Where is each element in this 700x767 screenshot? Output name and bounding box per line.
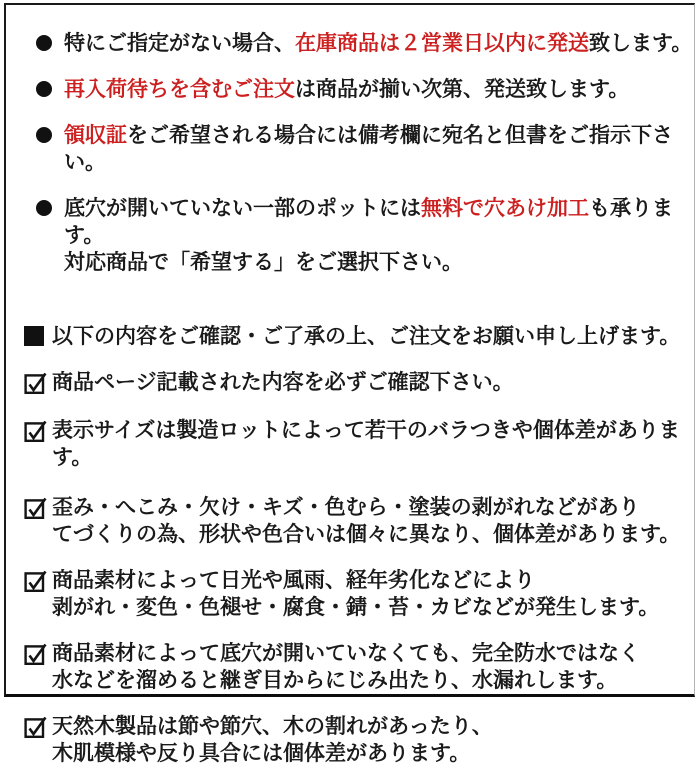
square-bullet-icon (24, 323, 52, 346)
checklist-item (6, 494, 694, 548)
checkbox-checked-icon (24, 495, 52, 520)
notice-text-highlight: 無料で穴あけ加工 (421, 197, 589, 220)
notice-text-post: も承ります。 (64, 197, 673, 247)
notice-text-post: 致します。 (589, 32, 693, 55)
bullet-icon (36, 122, 64, 143)
checklist-item-line1: 歪み・へこみ・欠け・キズ・色むら・塗装の剥がれなどがあり (52, 496, 640, 519)
notice-text (64, 122, 694, 176)
checklist-item-text: 商品ページ記載された内容を必ずご確認下さい。 (52, 371, 514, 394)
checkbox-checked-icon (24, 568, 52, 593)
checklist-item-text (52, 713, 694, 767)
bullet-icon (36, 195, 64, 216)
checklist-item-line2: 木肌模様や反り具合には個体差があります。 (52, 742, 471, 765)
checklist-item (6, 640, 694, 694)
notice-text-post: をご希望される場合には備考欄に宛名と但書をご指示下さい。 (64, 124, 673, 174)
checklist-item-line1: 商品素材によって日光や風雨、経年劣化などにより (52, 569, 535, 592)
notice-item (6, 122, 694, 176)
checklist-item-text (52, 640, 694, 694)
notice-text-highlight: 在庫商品は２営業日以内に発送 (295, 32, 589, 55)
checklist-item-line2: てづくりの為、形状や色合いは個々に異なり、個体差があります。 (52, 523, 681, 546)
bullet-icon (36, 76, 64, 97)
notice-text-highlight: 再入荷待ちを含むご注文 (64, 78, 295, 101)
checkbox-checked-icon (24, 370, 52, 395)
shipping-notice-list (6, 30, 694, 276)
confirmation-checklist (6, 323, 694, 767)
notice-text-post: は商品が揃い次第、発送致します。 (295, 78, 630, 101)
checklist-item-line1: 天然木製品は節や節穴、木の割れがあったり、 (52, 715, 493, 738)
checkbox-checked-icon (24, 418, 52, 443)
notice-text-highlight: 領収証 (64, 124, 127, 147)
notice-item (6, 76, 694, 103)
checklist-item-line2: 水などを溜めると継ぎ目からにじみ出たり、水漏れします。 (52, 669, 618, 692)
checklist-header-text: 以下の内容をご確認・ご了承の上、ご注文をお願い申し上げます。 (52, 325, 681, 348)
checklist-item (6, 417, 694, 471)
notice-panel (4, 3, 695, 765)
notice-item (6, 195, 694, 276)
checklist-header (6, 323, 694, 350)
checkbox-checked-icon (24, 714, 52, 739)
notice-item (6, 30, 694, 57)
checkbox-checked-icon (24, 641, 52, 666)
checklist-item-text (52, 567, 694, 621)
checklist-item-text: 表示サイズは製造ロットによって若干のバラつきや個体差があります。 (52, 419, 680, 469)
notice-text-pre: 底穴が開いていない一部のポットには (64, 197, 421, 220)
notice-text (64, 195, 694, 276)
checklist-item-line2: 剥がれ・変色・色褪せ・腐食・錆・苔・カビなどが発生します。 (52, 596, 660, 619)
notice-text-pre: 特にご指定がない場合、 (64, 32, 295, 55)
notice-text-line2: 対応商品で「希望する」をご選択下さい。 (64, 251, 463, 274)
checklist-item (6, 567, 694, 621)
checklist-item (6, 713, 694, 767)
checklist-item-line1: 商品素材によって底穴が開いていなくても、完全防水ではなく (52, 642, 640, 665)
checklist-item-text (52, 494, 694, 548)
checklist-item (6, 369, 694, 396)
notice-text-line1 (64, 195, 694, 249)
bullet-icon (36, 30, 64, 51)
notice-text (64, 76, 694, 103)
notice-text (64, 30, 694, 57)
